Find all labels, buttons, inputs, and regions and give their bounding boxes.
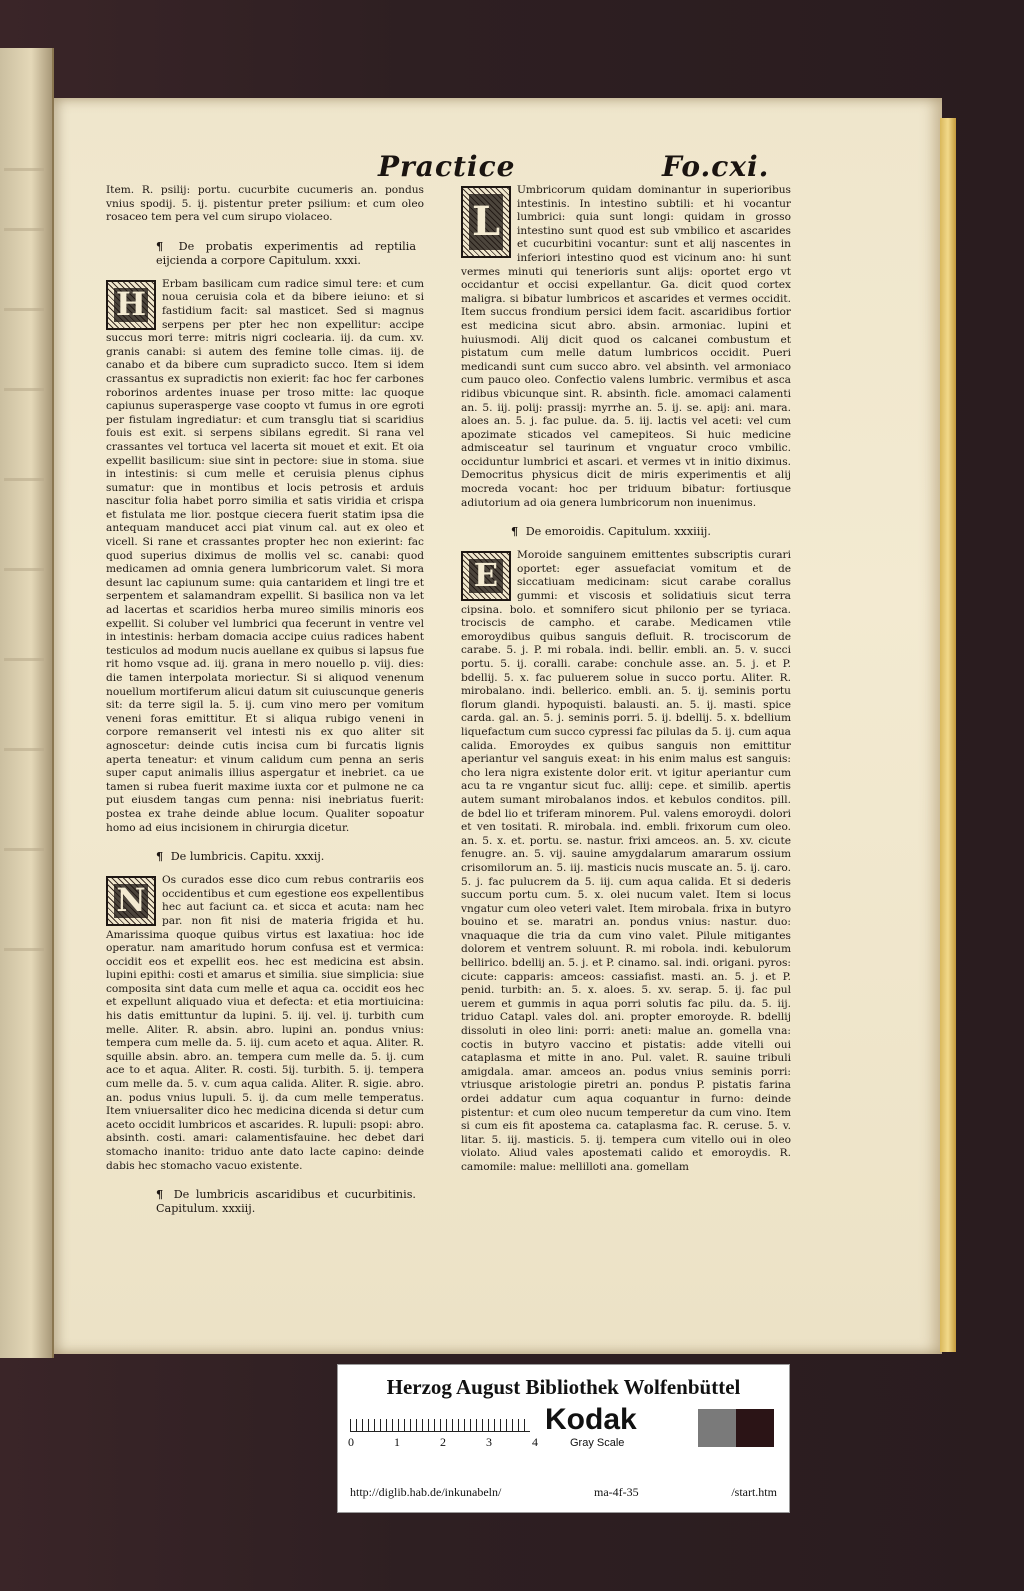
chapter-title: De lumbricis ascaridibus et cucurbitinis. (173, 1188, 416, 1202)
decorated-initial: E (461, 551, 511, 601)
digital-library-url: http://diglib.hab.de/inkunabeln/ (350, 1485, 502, 1499)
dark-swatch (736, 1409, 774, 1447)
chapter-body: Os curados esse dico cum rebus contrariis eos occidentibus et cum egestione eos expellentibus hec aut faciunt ca. et sicca et acuta: nam hec par. non fit nisi de materia frigida et hu. Amarissima quoque quibus virtus est laxatiua: hoc ide operatur. nam amaritudo horum confusa est et vermica: occidit eos et expellit eos. hec est medicina est absin. lupini epithi: costi et amarus et similia. siue simplicia: siue composita sint data cum melle et aqua ca. occidit eos hec et expellunt aliquado viua et defecta: et etia mortiuicina: his datis emittuntur da lupini. 5. iij. vel. ij. turbith cum melle. Aliter. R. absin. abro. lupini an. pondus vnius: tempera cum melle da. 5. iij. cum aceto et aqua. Aliter. R. squille absin. abro. an. tempera cum melle da. 5. ij. cum ace to et aqua. Aliter. R. costi. 5ij. turbith. 5. ij. tempera cum melle da. 5. v. cum aqua calida. Aliter. R. sigie. abro. an. podus vnius lupuli. 5. ij. da cum melle temperatus. Item vniuersaliter dico hec medicina dicenda si detur cum aceto occidit lumbricos et ascarides. R. lupuli: psopi: abro. absinth. costi. amari: calamentisfauine. hec debet dari stomacho inanito: triduo ante dato lacte capino: deinde dabis hec stomacho vacuo existente. (106, 874, 424, 1172)
chapter-body: Umbricorum quidam dominantur in superioribus intestinis. In intestino subtili: et hi vocantur lumbrici: quia sunt longi: quidam in grosso intestino sunt quod est sub vmbilico et ascarides et cucurbitini vocantur: sunt et alij nascentes in inferiori intestino quod est vicinum ano: hi sunt vermes minuti qui tenerioris sunt alijs: oportet ergo vt occidantur et occisi expellantur. Ga. dicit quod cortex maligra. si bibatur lumbricos et ascarides et vermes occidit. Item succus frondium persici idem facit. ascaridibus fortior est medicina sicut abro. absin. armoniac. lupini et huiusmodi. Alij dicit quod os calcanei combustum et pistatum cum melle datum lumbricos occidit. Pueri medicandi sunt cum succo abro. vel absinth. vel armoniaco cum pauco oleo. Confectio valens lumbric. vermibus et asca ridibus vbicunque sint. R. absinth. ficle. amomaci calamenti an. 5. iij. polij: prassij: myrrhe an. 5. ij. se. apij: ani. mara. aloes an. 5. j. fac pulue. da. 5. iij. lactis vel aceti: vel cum apozimate sticados vel camepiteos. Si huic medicine admisceatur sel taurinum et vnguatur croco vmbilic. occiduntur lumbrici et ascari. et vermes vt in initio diximus. Democritus physicus dicit de miris experimentis et alij mocreda vocant: hoc per triduum bibatur: fortiusque adiutorium ad oia genera lumbricorum non inuenimus. (461, 184, 791, 509)
chapter-body: Moroide sanguinem emittentes subscriptis curari oportet: eger assuefaciat vomitum et de siccatiuam medicinam: sicut carabe corallus gummi: et viscosis et solidatiuis sicut terra cipsina. bolo. et somnifero sicut philonio per se tyriaca. trociscis de campho. et carabe. Medicamen vtile emoroydibus quibus sanguis defluit. R. trociscorum de carabe. 5. j. P. mi robala. indi. bellir. embli. an. 5. v. succi portu. 5. ij. coralli. carabe: conchule asse. an. 5. j. et P. bdellij. 5. x. fac puluerem solue in succo portu. Aliter. R. mirobalano. indi. bellerico. embli. an. 5. ij. seminis portu florum glandi. hypoquisti. balausti. an. 5. ij. masti. spice carda. gal. an. 5. j. seminis porri. 5. ij. bdellij. 5. x. bdellium liquefactum cum succo cypressi fac pilulas da 5. ij. cum aqua calida. Emoroydes ex quibus sanguis non emittitur aperiantur vel sanguis exeat: in his enim malus est sanguis: cho lera nigra existente dolor erit. vt igitur aperiantur cum acu ta re vngantur sicut fuc. allij: cepe. et similib. apertis autem sumant mirobalanos indos. et kebulos conditos. pill. de bdel lio et triferam minorem. Pul. valens emoroydi. dolori et ven tositati. R. mirobala. ind. embli. frixorum cum oleo. an. 5. x. et. portu. se. nastur. frixi amceos. an. 5. xv. cicute fenugre. an. 5. vij. sauine amygdalarum amararum ossium crisomilorum an. 5. iij. masticis nucis muscate an. 5. ij. caro. 5. j. fac pulucrem da 5. iij. cum aqua calida. Et si dederis succum portu cum. 5. x. olei nucum valet. Item si locus vngatur cum oleo veteri valet. Item mirobala. frixa in butyro bouino et se. maratri an. pondus vnius: nastur. duo: vnaquaque die tria da cum vino valet. Pilule mitigantes dolorem et ventrem soluunt. R. mi robola. indi. kebulorum bellirico. bdellij an. 5. j. et P. cinamo. sal. indi. origani. pyros: cicute: capparis: amceos: cassiafist. masti. an. 5. j. et P. penid. turbith: an. 5. x. aloes. 5. xv. serap. 5. ij. fac pul uerem et gummis in aqua porri solutis fac pilu. da. 5. iij. triduo Catapl. vales dol. ani. propter emoroyde. R. bdellij dissoluti in oleo lini: porri: aneti: malue an. gomella vna: coctis in butyro vaccino et pistatis: adde vitelli oui cataplasma et mitte in ano. Pul. valet. R. sauine tribuli amigdala. amar. amceos an. podus vnius seminis porri: vtriusque aristologie piretri an. pondus P. pistatis farina ordei addatur cum aqua coquantur in furno: deinde pistentur: et cum oleo nucum temperetur da cum vino. Item si cum eis fit apostema ca. cataplasma fac. R. ceruse. 5. v. litar. 5. iij. masticis. 5. ij. tempera cum vitello oui in oleo violato. Aliud vales apostemati calido et emoroydis. R. camomile: malue: mellilloti ana. gomellam (461, 549, 791, 1173)
ruler-number: 3 (486, 1435, 492, 1449)
kodak-logo: Kodak (545, 1403, 637, 1436)
chapter-heading-lumbricis (156, 849, 416, 864)
gray-scale-label: Gray Scale (570, 1437, 625, 1449)
ruler-number: 2 (440, 1435, 446, 1449)
decorated-initial: L (461, 186, 511, 258)
paragraph-mark-icon: ¶ (156, 1187, 164, 1202)
start-link: /start.htm (731, 1485, 777, 1499)
chapter-title: De emoroidis. (525, 525, 605, 539)
chapter-heading-emoroidis (511, 524, 771, 539)
chapter-number: Capitulum. xxxiiij. (608, 525, 711, 539)
previous-page-edge (0, 48, 54, 1358)
folio-number: Fo.cxi. (662, 150, 770, 183)
decorated-initial: H (106, 280, 156, 330)
ruler-number: 0 (348, 1435, 354, 1449)
ruler-numbers (348, 1435, 538, 1450)
chapter-title: De lumbricis. (170, 850, 247, 864)
page-gilt-edge (940, 118, 956, 1352)
chapter-number: Capitulum. xxxi. (268, 253, 361, 267)
ruler-number: 4 (532, 1435, 538, 1449)
gray-swatch (698, 1409, 736, 1447)
paragraph-mark-icon: ¶ (511, 524, 519, 539)
right-text-column (461, 184, 791, 1175)
chapter-body: Erbam basilicam cum radice simul tere: et cum noua ceruisia cola et da bibere ieiuno: et si fastidium facit: sal masticet. Sed si magnus serpens per pter hec non expellitur: accipe succus mori terre: mitris nigri coclearia. iij. da cum. xv. granis canabi: si autem des femine tolle cimas. iij. de canabo et da bibere cum supradicto succo. Item si idem crassantus ex supradictis non exierit: fac hoc fer carbones roborinos ardentes inuase per troso mitte: lac quoque capiunus superasperge vase coopto vt fumus in ore egroti per fistulam ingrediatur: et cum transglu tiat si scaridius fouis est exit. si serpens sibilans egredit. Si rana vel crassantes vel tortuca vel lacerta sit mouet et exit. Et oia expellit basilicum: siue sint in pectore: siue in stoma. siue in intestinis: si cum melle et ceruisia plenus ciphus sumatur: que in montibus et locis petrosis et arduis nascitur folia habet porro similia et satis viridia et crispa et fistulata me lior. postque ciecera fuerit statim ipsa die antequam manducet acci piat vinum cal. aut ex oleo et vicell. Si rane et crassantes propter hec non exierint: fac quod superius diximus de mollis vel sc. canabi: quod medicamen ad omnia genera lumbricorum valet. Si mora desunt lac capiunum sume: quia cantaridem et lingi tre et serpentem et salamandram expellit. Si basilica non va let ad lacertas et scaridios herba mureo similis minoris eos expellit. Si coluber vel lumbrici qua fecerunt in ventre vel in intestinis: herbam domacia accipe cuius radices habent testiculos ad modum nucis auellane ex quibus si lapsus fue rit homo vsque ad. iij. grana in mero nouello p. viij. dies: die tamen interpolata moriectur. Si si aliquod venenum nouellum mortiferum alicui datum sit cuiuscunque generis sit: da terre sigil la. 5. ij. cum vino mero per vomitum veneni foras emittitur. Et si aliqua rubigo veneni in corpore remanserit vel intesti nis ex quo aliter sit agnoscetur: deinde cutis incisa cum bi furcatis lignis aperta teneatur: et vinum calidum cum penna an seris super caput animalis illius aspergatur et inebriet. ca ue tamen si rubea fuerit maxime iuxta cor et pulmone ne ca put eiusdem tangas cum penna: nisi inebriatus fuerit: postea ex trahe deinde ablue locum. Qualiter sopoatur homo ad eius incisionem in chirurgia dicetur. (106, 277, 424, 834)
paragraph-mark-icon: ¶ (156, 238, 164, 253)
library-name: Herzog August Bibliothek Wolfenbüttel (386, 1375, 741, 1399)
library-color-card (337, 1364, 790, 1513)
chapter-heading-ascaridibus (156, 1187, 416, 1216)
paragraph-mark-icon: ¶ (156, 849, 164, 864)
scale-ruler (350, 1409, 530, 1432)
shelfmark: ma-4f-35 (593, 1485, 639, 1499)
chapter-number: Capitu. xxxij. (250, 850, 325, 864)
card-footer (350, 1485, 777, 1500)
ruler-number: 1 (394, 1435, 400, 1449)
left-text-column (106, 184, 424, 1226)
chapter-number: Capitulum. xxxiij. (156, 1202, 256, 1216)
intro-paragraph: Item. R. psilij: portu. cucurbite cucumeris an. pondus vnius spodij. 5. ij. pistentur preter psilium: et cum oleo rosaceo tem pera vel cum sirupo violaceo. (106, 184, 424, 224)
running-header: Practice (378, 150, 516, 183)
chapter-title: De probatis experimentis ad reptilia eijcienda a corpore (156, 239, 416, 267)
decorated-initial: N (106, 876, 156, 926)
chapter-heading-reptiles (156, 239, 416, 268)
